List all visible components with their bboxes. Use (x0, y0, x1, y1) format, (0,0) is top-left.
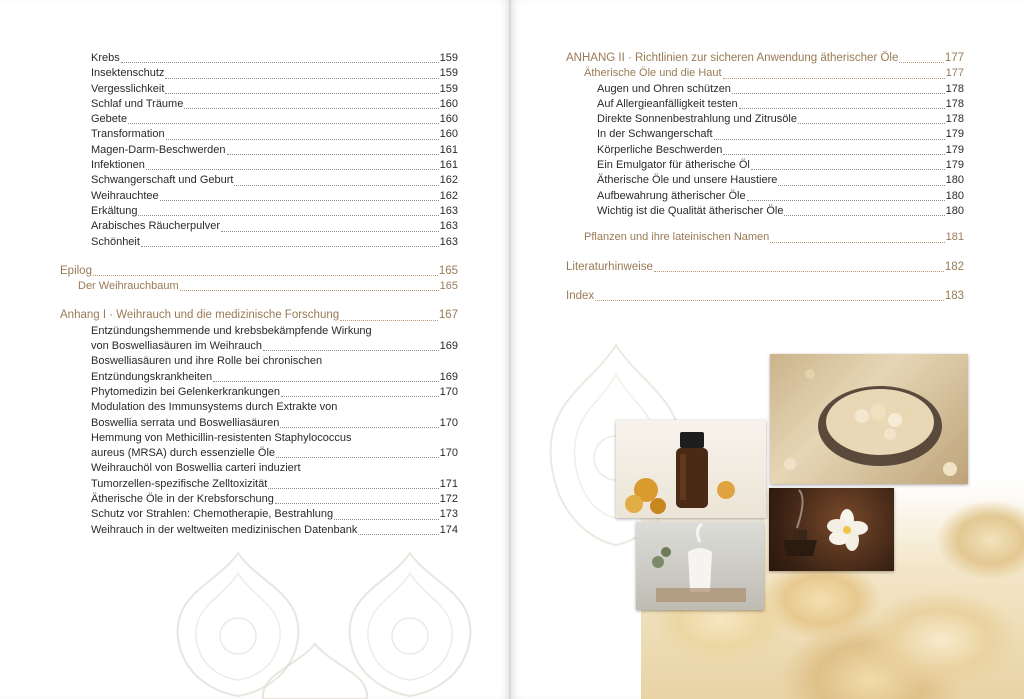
toc-entry[interactable]: Weihrauch in der weltweiten medizinischen Datenbank 174 (91, 523, 458, 536)
toc-section-literatur[interactable]: Literaturhinweise 182 (566, 260, 964, 273)
toc-entry[interactable]: Auf Allergieanfälligkeit testen 178 (597, 97, 964, 110)
toc-entry[interactable]: Vergesslichkeit 159 (91, 82, 458, 95)
toc-entry[interactable]: Ein Emulgator für ätherische Öl 179 (597, 159, 964, 172)
left-page (0, 0, 509, 699)
toc-entry[interactable]: Direkte Sonnenbestrahlung und Zitrusöle 178 (597, 113, 964, 126)
toc-entry[interactable]: Schlaf und Träume 160 (91, 97, 458, 110)
toc-entry[interactable]: Schutz vor Strahlen: Chemotherapie, Bestrahlung 173 (91, 508, 458, 521)
toc-subsection-weihrauchbaum[interactable]: Der Weihrauchbaum 165 (78, 280, 458, 293)
toc-entry[interactable]: Körperliche Beschwerden 179 (597, 143, 964, 156)
toc-entry[interactable]: Gebete 160 (91, 113, 458, 126)
toc-entry[interactable]: Weihrauchtee 162 (91, 189, 458, 202)
right-page (511, 0, 1024, 699)
toc-entry[interactable]: Insektenschutz 159 (91, 67, 458, 80)
toc-entry-line: Weihrauchöl von Boswellia carteri induziert (91, 462, 301, 475)
photo-collage (511, 330, 1024, 699)
toc-left (60, 51, 458, 538)
toc-entries-top (60, 51, 458, 250)
censer-icon (769, 488, 894, 571)
toc-right (566, 51, 964, 304)
toc-entry[interactable]: aureus (MRSA) durch essenzielle Öle 170 (91, 447, 458, 460)
bowl-icon (770, 354, 968, 484)
toc-subsection-haut[interactable]: Ätherische Öle und die Haut 177 (584, 67, 964, 80)
toc-entry[interactable]: Wichtig ist die Qualität ätherischer Öle 180 (597, 204, 964, 217)
diffuser-icon (636, 522, 764, 610)
frankincense-bowl-photo (770, 354, 968, 484)
diffuser-photo (636, 522, 764, 610)
toc-entry[interactable]: Ätherische Öle in der Krebsforschung 172 (91, 493, 458, 506)
toc-entries-anhang-1 (60, 324, 458, 538)
toc-entry[interactable]: Schwangerschaft und Geburt 162 (91, 174, 458, 187)
toc-section-anhang-2[interactable]: ANHANG II · Richtlinien zur sicheren Anwendung ätherischer Öle 177 (566, 52, 964, 64)
toc-entry-line: Entzündungshemmende und krebsbekämpfende Wirkung (91, 324, 372, 337)
toc-entry[interactable]: Arabisches Räucherpulver 163 (91, 220, 458, 233)
toc-entries-anhang-2 (566, 82, 964, 220)
toc-entry-line: Hemmung von Methicillin-resistenten Staphylococcus (91, 431, 352, 444)
toc-entry[interactable]: In der Schwangerschaft 179 (597, 128, 964, 141)
toc-section-epilog[interactable]: Epilog 165 (60, 264, 458, 277)
toc-entry[interactable]: Entzündungskrankheiten 169 (91, 370, 458, 383)
arabesque-ornament-icon (255, 640, 375, 699)
toc-entry[interactable]: Schönheit 163 (91, 235, 458, 248)
toc-subsection-pflanzen[interactable]: Pflanzen und ihre lateinischen Namen 181 (584, 231, 964, 244)
toc-entry[interactable]: Augen und Ohren schützen 178 (597, 82, 964, 95)
toc-entry-line: Boswelliasäuren und ihre Rolle bei chronischen (91, 355, 323, 368)
toc-entry[interactable]: Tumorzellen-spezifische Zelltoxizität 171 (91, 477, 458, 490)
oil-bottle-photo (616, 420, 766, 518)
toc-entry[interactable]: Krebs 159 (91, 52, 458, 64)
toc-entry[interactable]: Magen-Darm-Beschwerden 161 (91, 143, 458, 156)
toc-entry[interactable]: Aufbewahrung ätherischer Öle 180 (597, 189, 964, 202)
toc-section-anhang-1[interactable]: Anhang I · Weihrauch und die medizinische Forschung 167 (60, 309, 458, 322)
toc-entry[interactable]: von Boswelliasäuren im Weihrauch 169 (91, 340, 458, 353)
toc-entry[interactable]: Phytomedizin bei Gelenkerkrankungen 170 (91, 385, 458, 398)
toc-entry[interactable]: Transformation 160 (91, 128, 458, 141)
toc-entry[interactable]: Ätherische Öle und unsere Haustiere 180 (597, 174, 964, 187)
toc-entry[interactable]: Erkältung 163 (91, 204, 458, 217)
bottle-icon (616, 420, 766, 518)
toc-entry-line: Modulation des Immunsystems durch Extrakte von (91, 401, 338, 414)
toc-entry[interactable]: Infektionen 161 (91, 159, 458, 172)
censer-flower-photo (769, 488, 894, 571)
toc-entry[interactable]: Boswellia serrata und Boswelliasäuren 170 (91, 416, 458, 429)
toc-section-index[interactable]: Index 183 (566, 289, 964, 302)
